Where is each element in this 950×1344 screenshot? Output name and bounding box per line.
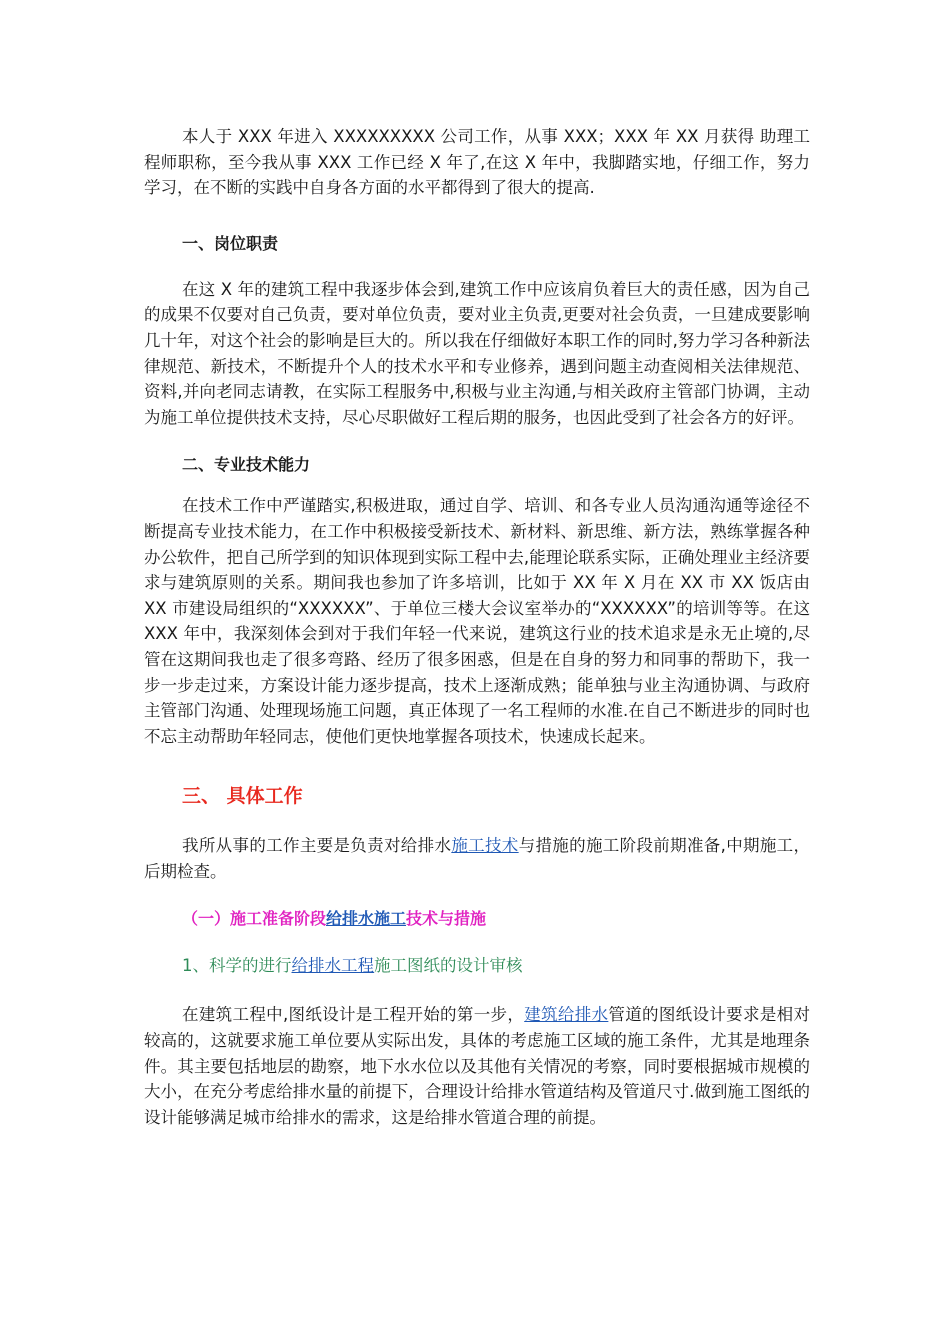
subheading-2-pre: 1、科学的进行 xyxy=(182,956,292,976)
intro-paragraph: 本人于 XXX 年进入 XXXXXXXXX 公司工作，从事 XXX；XXX 年 XX 月获得 助理工程师职称，至今我从事 XXX 工作已经 X 年了,在这 X 年中，我脚踏实地，仔细工作，努力学习，在不断的实践中自身各方面的水平都得到了很大的提高. xyxy=(144,127,810,198)
subheading-2 xyxy=(144,953,810,978)
section3-text-post: 与措施的施工阶段前期准备,中期施工，后期检查。 xyxy=(144,836,811,881)
section-body-1: 在这 X 年的建筑工程中我逐步体会到,建筑工作中应该肩负着巨大的责任感，因为自己的成果不仅要对自己负责，要对单位负责，要对业主负责,更要对社会负责，一旦建成要影响几十年，对这个社会的影响是巨大的。所以我在仔细做好本职工作的同时,努力学习各种新法律规范、新技术，不断提升个人的技术水平和专业修养，遇到问题主动查阅相关法律规范、资料,并向老同志请教，在实际工程服务中,积极与业主沟通,与相关政府主管部门协调，主动为施工单位提供技术支持，尽心尽职做好工程后期的服务，也因此受到了社会各方的好评。 xyxy=(144,279,810,427)
section-heading-2: 二、专业技术能力 xyxy=(182,455,311,475)
subheading-1-pre: （一）施工准备阶段 xyxy=(182,909,327,929)
link-construction-tech[interactable]: 施工技术 xyxy=(451,836,519,856)
section3-text-pre: 我所从事的工作主要是负责对给排水 xyxy=(182,836,452,856)
subheading-1 xyxy=(144,906,810,931)
document-body xyxy=(144,124,810,1130)
section-body-3 xyxy=(144,833,810,884)
para-post: 管道的图纸设计要求是相对较高的，这就要求施工单位要从实际出发，具体的考虑施工区域的施工条件，尤其是地理条件。其主要包括地层的勘察，地下水水位以及其他有关情况的考察，同时要根据城市规模的大小，在充分考虑给排水量的前提下，合理设计给排水管道结构及管道尺寸.做到施工图纸的设计能够满足城市给排水的需求，这是给排水管道合理的前提。 xyxy=(144,1005,811,1127)
section-heading-3: 三、 具体工作 xyxy=(182,785,303,808)
section-body-2: 在技术工作中严谨踏实,积极进取，通过自学、培训、和各专业人员沟通沟通等途径不断提高专业技术能力，在工作中积极接受新技术、新材料、新思维、新方法，熟练掌握各种办公软件，把自己所学到的知识体现到实际工程中去,能理论联系实际，正确处理业主经济要求与建筑原则的关系。期间我也参加了许多培训，比如于 XX 年 X 月在 XX 市 XX 饭店由 XX 市建设局组织的“XXXXXX”、于单位三楼大会议室举办的“XXXXXX”的培训等等。在这 XXX 年中，我深刻体会到对于我们年轻一代来说，建筑这行业的技术追求是永无止境的,尽管在这期间我也走了很多弯路、经历了很多困惑，但是在自身的努力和同事的帮助下，我一步一步走过来，方案设计能力逐步提高，技术上逐渐成熟；能单独与业主沟通协调、与政府主管部门沟通、处理现场施工问题，真正体现了一名工程师的水准.在自己不断进步的同时也不忘主动帮助年轻同志，使他们更快地掌握各项技术，快速成长起来。 xyxy=(144,496,810,746)
subheading-1-post: 技术与措施 xyxy=(406,909,487,929)
section-heading-1: 一、岗位职责 xyxy=(182,233,279,253)
link-drainage-construction[interactable]: 给排水施工 xyxy=(326,909,407,929)
para-pre: 在建筑工程中,图纸设计是工程开始的第一步， xyxy=(182,1005,525,1025)
subheading-2-post: 施工图纸的设计审核 xyxy=(374,956,523,976)
link-building-drainage[interactable]: 建筑给排水 xyxy=(524,1005,609,1025)
section-body-3b xyxy=(144,1002,810,1130)
link-drainage-engineering[interactable]: 给排水工程 xyxy=(291,956,374,976)
